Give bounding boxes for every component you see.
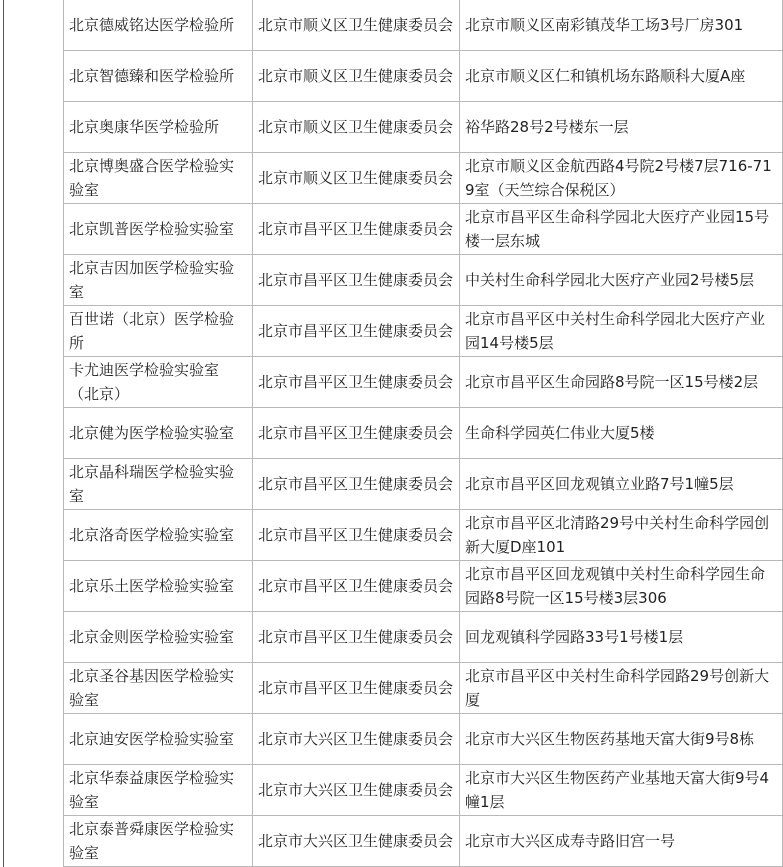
table-row (64, 51, 783, 102)
authority-cell: 北京市顺义区卫生健康委员会 (253, 153, 460, 204)
table-row (64, 714, 783, 765)
address-cell: 北京市顺义区金航西路4号院2号楼7层716-719室（天竺综合保税区） (460, 153, 783, 204)
lab-name-cell: 北京金则医学检验实验室 (64, 612, 253, 663)
address-cell: 北京市昌平区回龙观镇中关村生命科学园生命园路8号院一区15号楼3层306 (460, 561, 783, 612)
authority-cell: 北京市昌平区卫生健康委员会 (253, 255, 460, 306)
authority-cell: 北京市昌平区卫生健康委员会 (253, 612, 460, 663)
table-row (64, 357, 783, 408)
address-cell: 回龙观镇科学园路33号1号楼1层 (460, 612, 783, 663)
address-cell: 裕华路28号2号楼东一层 (460, 102, 783, 153)
authority-cell: 北京市顺义区卫生健康委员会 (253, 102, 460, 153)
address-cell: 北京市昌平区生命科学园北大医疗产业园15号楼一层东城 (460, 204, 783, 255)
lab-name-cell: 北京奥康华医学检验所 (64, 102, 253, 153)
lab-name-cell: 北京凯普医学检验实验室 (64, 204, 253, 255)
table-row (64, 510, 783, 561)
table-row (64, 0, 783, 51)
lab-name-cell: 北京华泰益康医学检验实验室 (64, 765, 253, 816)
medical-lab-table (63, 0, 783, 867)
lab-name-cell: 北京博奥盛合医学检验实验室 (64, 153, 253, 204)
table-body (64, 0, 783, 867)
address-cell: 北京市昌平区中关村生命科学园北大医疗产业园14号楼5层 (460, 306, 783, 357)
authority-cell: 北京市昌平区卫生健康委员会 (253, 459, 460, 510)
lab-name-cell: 卡尤迪医学检验实验室（北京） (64, 357, 253, 408)
lab-name-cell: 北京晶科瑞医学检验实验室 (64, 459, 253, 510)
lab-name-cell: 北京迪安医学检验实验室 (64, 714, 253, 765)
authority-cell: 北京市昌平区卫生健康委员会 (253, 561, 460, 612)
address-cell: 北京市顺义区仁和镇机场东路顺科大厦A座 (460, 51, 783, 102)
table-row (64, 459, 783, 510)
address-cell: 生命科学园英仁伟业大厦5楼 (460, 408, 783, 459)
table-row (64, 408, 783, 459)
address-cell: 北京市大兴区成寿寺路旧宫一号 (460, 816, 783, 867)
authority-cell: 北京市昌平区卫生健康委员会 (253, 663, 460, 714)
table-row (64, 255, 783, 306)
authority-cell: 北京市昌平区卫生健康委员会 (253, 510, 460, 561)
lab-name-cell: 北京德威铭达医学检验所 (64, 0, 253, 51)
table-row (64, 816, 783, 867)
lab-name-cell: 北京吉因加医学检验实验室 (64, 255, 253, 306)
table-row (64, 561, 783, 612)
lab-name-cell: 北京乐土医学检验实验室 (64, 561, 253, 612)
authority-cell: 北京市昌平区卫生健康委员会 (253, 357, 460, 408)
table-row (64, 765, 783, 816)
page-left-border (3, 0, 4, 867)
table-row (64, 204, 783, 255)
address-cell: 北京市昌平区北清路29号中关村生命科学园创新大厦D座101 (460, 510, 783, 561)
authority-cell: 北京市大兴区卫生健康委员会 (253, 816, 460, 867)
table-row (64, 102, 783, 153)
lab-name-cell: 北京洛奇医学检验实验室 (64, 510, 253, 561)
authority-cell: 北京市顺义区卫生健康委员会 (253, 0, 460, 51)
address-cell: 北京市昌平区生命园路8号院一区15号楼2层 (460, 357, 783, 408)
address-cell: 北京市顺义区南彩镇茂华工场3号厂房301 (460, 0, 783, 51)
address-cell: 北京市昌平区中关村生命科学园路29号创新大厦 (460, 663, 783, 714)
authority-cell: 北京市昌平区卫生健康委员会 (253, 408, 460, 459)
authority-cell: 北京市大兴区卫生健康委员会 (253, 714, 460, 765)
address-cell: 北京市大兴区生物医药基地天富大街9号8栋 (460, 714, 783, 765)
table-row (64, 306, 783, 357)
authority-cell: 北京市大兴区卫生健康委员会 (253, 765, 460, 816)
address-cell: 北京市昌平区回龙观镇立业路7号1幢5层 (460, 459, 783, 510)
table-row (64, 663, 783, 714)
lab-name-cell: 北京智德臻和医学检验所 (64, 51, 253, 102)
authority-cell: 北京市顺义区卫生健康委员会 (253, 51, 460, 102)
lab-name-cell: 北京健为医学检验实验室 (64, 408, 253, 459)
table-row (64, 612, 783, 663)
authority-cell: 北京市昌平区卫生健康委员会 (253, 204, 460, 255)
address-cell: 中关村生命科学园北大医疗产业园2号楼5层 (460, 255, 783, 306)
address-cell: 北京市大兴区生物医药产业基地天富大街9号4幢1层 (460, 765, 783, 816)
lab-name-cell: 北京圣谷基因医学检验实验室 (64, 663, 253, 714)
authority-cell: 北京市昌平区卫生健康委员会 (253, 306, 460, 357)
lab-name-cell: 百世诺（北京）医学检验所 (64, 306, 253, 357)
table-row (64, 153, 783, 204)
lab-name-cell: 北京泰普舜康医学检验实验室 (64, 816, 253, 867)
